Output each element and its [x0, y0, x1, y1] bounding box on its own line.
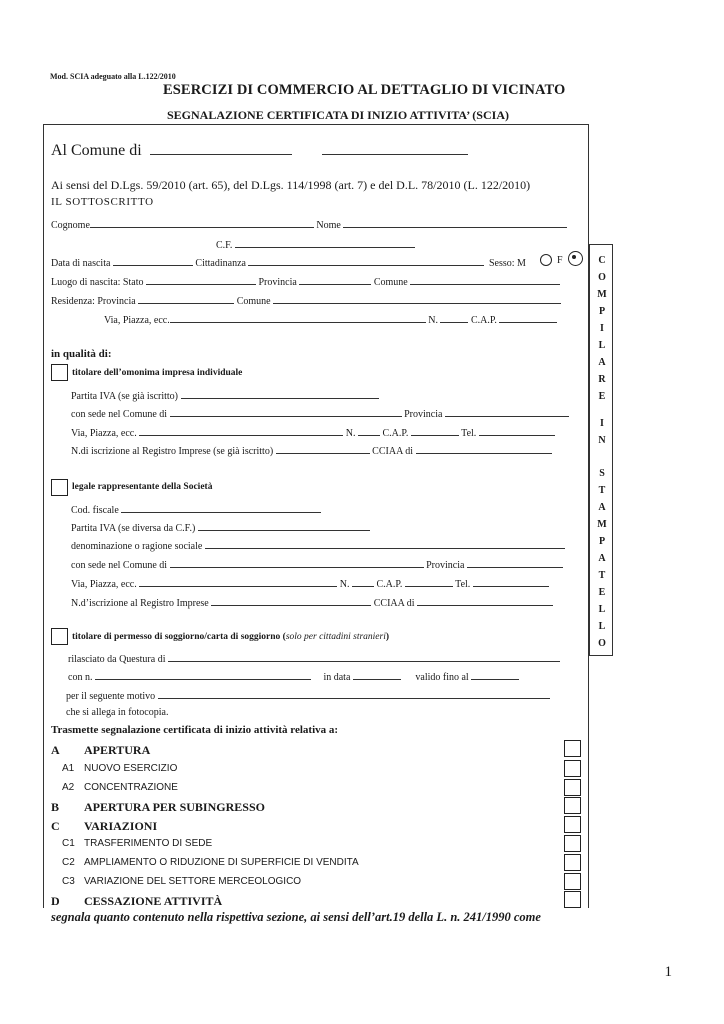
via-row — [104, 312, 557, 326]
sidebar-letter: A — [598, 502, 606, 513]
motivo-row — [66, 688, 550, 702]
comune-field[interactable] — [150, 144, 292, 155]
option-label: CESSAZIONE ATTIVITÀ — [84, 894, 223, 908]
option-label: APERTURA PER SUBINGRESSO — [84, 800, 265, 814]
soc-registro-field[interactable] — [211, 595, 371, 606]
option-row-c3 — [62, 876, 301, 887]
soc-piva-label: Partita IVA (se diversa da C.F.) — [71, 523, 196, 534]
soc-via-field[interactable] — [139, 576, 337, 587]
questura-field[interactable] — [168, 651, 560, 662]
ind-via-row — [71, 425, 555, 439]
option-row-b — [51, 800, 265, 815]
option-label: TRASFERIMENTO DI SEDE — [84, 838, 213, 849]
sidebar-letter: E — [598, 391, 606, 402]
comune-field-2[interactable] — [322, 144, 468, 155]
sidebar-letter: C — [598, 255, 606, 266]
soc-cciaa-field[interactable] — [417, 595, 553, 606]
sesso-f-label: F — [557, 255, 563, 266]
sidebar-letter: E — [598, 587, 606, 598]
ind-n-field[interactable] — [358, 425, 380, 436]
option-label: CONCENTRAZIONE — [84, 782, 178, 793]
soc-via-label: Via, Piazza, ecc. — [71, 579, 137, 590]
mod-label: Mod. SCIA adeguato alla L.122/2010 — [50, 72, 176, 81]
soc-n-label: N. — [339, 579, 350, 590]
option-checkbox-c1[interactable] — [564, 835, 581, 852]
sidebar-letter: A — [598, 357, 606, 368]
sidebar-letter: L — [598, 621, 606, 632]
cap-label: C.A.P. — [470, 315, 497, 326]
sottoscritto-heading: IL SOTTOSCRITTO — [51, 196, 154, 208]
residenza-provincia-field[interactable] — [138, 293, 234, 304]
page-number: 1 — [664, 964, 672, 980]
sidebar-letter: L — [598, 604, 606, 615]
motivo-label: per il seguente motivo — [66, 691, 156, 702]
page-subtitle: SEGNALAZIONE CERTIFICATA DI INIZIO ATTIVITA’ (SCIA) — [167, 108, 509, 122]
option-label: NUOVO ESERCIZIO — [84, 763, 178, 774]
soc-sede-row — [71, 557, 563, 571]
individuale-checkbox[interactable] — [51, 364, 68, 381]
societa-label: legale rappresentante della Società — [72, 482, 213, 492]
cittadinanza-label: Cittadinanza — [195, 258, 246, 269]
option-row-c2 — [62, 857, 359, 868]
sidebar-letter: M — [597, 289, 607, 300]
sidebar-letter: A — [598, 553, 606, 564]
ind-cciaa-field[interactable] — [416, 443, 552, 454]
trasmette-heading: Trasmette segnalazione certificata di inizio attività relativa a: — [51, 724, 339, 736]
option-checkbox-a[interactable] — [564, 740, 581, 757]
sesso-m-radio[interactable] — [540, 254, 552, 266]
individuale-label: titolare dell’omonima impresa individuale — [72, 368, 243, 378]
ind-sede-row — [71, 406, 569, 420]
via-label: Via, Piazza, ecc. — [104, 315, 170, 326]
data-nascita-label: Data di nascita — [51, 258, 111, 269]
option-code: C2 — [62, 857, 75, 868]
option-code: C — [51, 819, 60, 833]
ind-provincia-field[interactable] — [445, 406, 569, 417]
data-nascita-field[interactable] — [113, 255, 193, 266]
soc-cf-row — [71, 502, 321, 516]
cap-field[interactable] — [499, 312, 557, 323]
option-row-a — [51, 743, 150, 758]
soc-cap-field[interactable] — [405, 576, 453, 587]
residenza-comune-field[interactable] — [273, 293, 561, 304]
soc-tel-label: Tel. — [455, 579, 471, 590]
sidebar-letter: O — [598, 272, 606, 283]
cf-label: C.F. — [216, 240, 233, 251]
sesso-f-radio[interactable] — [568, 251, 583, 266]
option-checkbox-a1[interactable] — [564, 760, 581, 777]
nome-field[interactable] — [343, 217, 567, 228]
soggiorno-label-italic: solo per cittadini stranieri — [285, 632, 386, 642]
soc-sede-label: con sede nel Comune di — [71, 560, 168, 571]
permesso-row — [68, 669, 519, 683]
soc-cf-label: Cod. fiscale — [71, 505, 119, 516]
option-label: VARIAZIONE DEL SETTORE MERCEOLOGICO — [84, 876, 302, 887]
soc-denominazione-row — [71, 538, 565, 552]
soggiorno-label: titolare di permesso di soggiorno/carta di soggiorno ( — [72, 632, 286, 642]
residenza-label: Residenza: Provincia — [51, 296, 136, 307]
option-code: C3 — [62, 876, 75, 887]
option-row-a1 — [62, 763, 177, 774]
in-data-field[interactable] — [353, 669, 401, 680]
sidebar-letter: P — [598, 306, 606, 317]
sesso-label: Sesso: M — [488, 258, 526, 269]
ind-piva-field[interactable] — [181, 388, 379, 399]
soc-via-row — [71, 576, 549, 590]
ind-tel-label: Tel. — [461, 428, 477, 439]
nascita-row — [51, 255, 526, 269]
ind-cciaa-label: CCIAA di — [372, 446, 414, 457]
n-label: N. — [428, 315, 438, 326]
option-checkbox-b[interactable] — [564, 797, 581, 814]
luogo-nascita-row — [51, 274, 560, 288]
in-data-label: in data — [323, 672, 351, 683]
valido-label: valido fino al — [415, 672, 469, 683]
option-checkbox-c2[interactable] — [564, 854, 581, 871]
option-row-c — [51, 819, 157, 834]
soc-registro-row — [71, 595, 553, 609]
sidebar-letter: T — [598, 570, 606, 581]
sidebar-letter: I — [600, 418, 604, 429]
soggiorno-label-end: ) — [385, 632, 390, 642]
cognome-field[interactable] — [90, 217, 314, 228]
ind-provincia-label: Provincia — [404, 409, 443, 420]
soc-provincia-label: Provincia — [426, 560, 465, 571]
option-code: D — [51, 894, 60, 908]
permesso-n-field[interactable] — [95, 669, 311, 680]
ind-piva-label: Partita IVA (se già iscritto) — [71, 391, 179, 402]
soc-sede-field[interactable] — [170, 557, 424, 568]
fotocopia-note: che si allega in fotocopia. — [66, 707, 169, 718]
sidebar-letter: T — [598, 485, 606, 496]
ind-cap-label: C.A.P. — [382, 428, 409, 439]
comune-row — [51, 142, 468, 160]
sidebar-letter: P — [598, 536, 606, 547]
residenza-row — [51, 293, 561, 307]
option-code: A2 — [62, 782, 75, 793]
soc-piva-row — [71, 520, 370, 534]
stato-field[interactable] — [146, 274, 256, 285]
questura-label: rilasciato da Questura di — [68, 654, 166, 665]
motivo-field[interactable] — [158, 688, 550, 699]
soc-provincia-field[interactable] — [467, 557, 563, 568]
ind-sede-label: con sede nel Comune di — [71, 409, 168, 420]
soc-piva-field[interactable] — [198, 520, 370, 531]
luogo-nascita-label: Luogo di nascita: Stato — [51, 277, 144, 288]
soggiorno-checkbox[interactable] — [51, 628, 68, 645]
soc-cciaa-label: CCIAA di — [373, 598, 415, 609]
ind-tel-field[interactable] — [479, 425, 555, 436]
option-checkbox-d[interactable] — [564, 891, 581, 908]
via-field[interactable] — [170, 312, 426, 323]
option-row-c1 — [62, 838, 212, 849]
valido-field[interactable] — [471, 669, 519, 680]
sidebar-letter: L — [598, 340, 606, 351]
ind-registro-row — [71, 443, 552, 457]
comune-label: Al Comune di — [51, 142, 142, 159]
n-field[interactable] — [440, 312, 468, 323]
soc-denominazione-field[interactable] — [205, 538, 565, 549]
comune-nascita-label: Comune — [373, 277, 408, 288]
soc-cf-field[interactable] — [121, 502, 321, 513]
legal-reference: Ai sensi del D.Lgs. 59/2010 (art. 65), del D.Lgs. 114/1998 (art. 7) e del D.L. 78/2010 (L. 122/2010) — [51, 178, 531, 192]
soc-n-field[interactable] — [352, 576, 374, 587]
permesso-n-label: con n. — [68, 672, 93, 683]
sidebar-compilare-stampatello — [589, 244, 613, 656]
nome-label: Nome — [316, 220, 341, 231]
ind-via-field[interactable] — [139, 425, 343, 436]
option-checkbox-a2[interactable] — [564, 779, 581, 796]
sidebar-letter: I — [600, 323, 604, 334]
option-label: VARIAZIONI — [84, 819, 158, 833]
option-label: APERTURA — [84, 743, 151, 757]
residenza-comune-label: Comune — [236, 296, 271, 307]
cf-row — [216, 237, 415, 251]
option-code: C1 — [62, 838, 75, 849]
option-label: AMPLIAMENTO O RIDUZIONE DI SUPERFICIE DI VENDITA — [84, 857, 359, 868]
option-checkbox-c3[interactable] — [564, 873, 581, 890]
soc-tel-field[interactable] — [473, 576, 549, 587]
option-code: B — [51, 800, 60, 814]
segnala-line: segnala quanto contenuto nella rispettiva sezione, ai sensi dell’art.19 della L. n. 241/1990 come — [51, 910, 541, 924]
soc-cap-label: C.A.P. — [376, 579, 403, 590]
option-row-a2 — [62, 782, 178, 793]
sidebar-letter: R — [598, 374, 606, 385]
ind-registro-field[interactable] — [276, 443, 370, 454]
ind-via-label: Via, Piazza, ecc. — [71, 428, 137, 439]
provincia-label: Provincia — [258, 277, 297, 288]
cf-field[interactable] — [235, 237, 415, 248]
soc-registro-label: N.d’iscrizione al Registro Imprese — [71, 598, 209, 609]
questura-row — [68, 651, 560, 665]
sidebar-letter: O — [598, 638, 606, 649]
societa-checkbox[interactable] — [51, 479, 68, 496]
sidebar-letter: N — [598, 435, 606, 446]
cittadinanza-field[interactable] — [248, 255, 484, 266]
option-code: A — [51, 743, 60, 757]
comune-nascita-field[interactable] — [410, 274, 560, 285]
option-checkbox-c[interactable] — [564, 816, 581, 833]
cognome-row — [51, 217, 567, 231]
sidebar-letter: M — [597, 519, 607, 530]
ind-sede-field[interactable] — [170, 406, 402, 417]
qualita-heading: in qualità di: — [51, 348, 112, 360]
cognome-label: Cognome — [51, 220, 90, 231]
ind-cap-field[interactable] — [411, 425, 459, 436]
provincia-field[interactable] — [299, 274, 371, 285]
ind-registro-label: N.di iscrizione al Registro Imprese (se già iscritto) — [71, 446, 274, 457]
ind-n-label: N. — [345, 428, 356, 439]
option-code: A1 — [62, 763, 75, 774]
soc-denominazione-label: denominazione o ragione sociale — [71, 541, 203, 552]
ind-piva-row — [71, 388, 379, 402]
soggiorno-row — [72, 632, 389, 642]
sidebar-letter: S — [599, 468, 605, 479]
page-title: ESERCIZI DI COMMERCIO AL DETTAGLIO DI VICINATO — [163, 82, 566, 98]
option-row-d — [51, 894, 222, 909]
